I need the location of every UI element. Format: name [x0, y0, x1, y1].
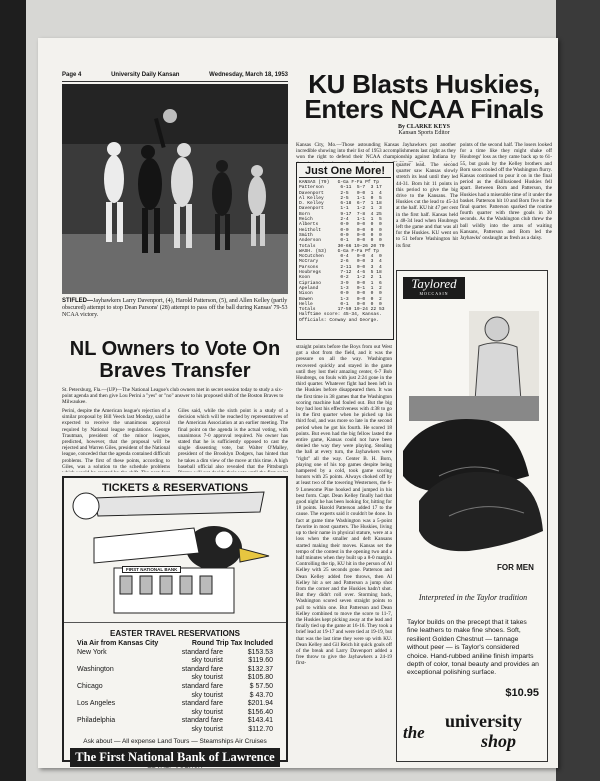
box-score-line: Parsons 2-11 0-0 3 4 — [299, 264, 382, 270]
box-score-line: Apeland 1-3 0-1 1 2 — [299, 285, 382, 291]
fare-row — [77, 692, 273, 701]
travel-ad — [62, 476, 288, 765]
fare-table — [77, 640, 273, 735]
nl-lead: St. Petersburg, Fla.—(UP)—The National League's club owners met in secret session today to study a six-point agenda and then give Lou Perini a "yes" or "no" answer to his proposed shift of the Boston Braves to Milwaukee. — [62, 387, 284, 406]
fare-city — [77, 674, 141, 683]
brand-sub: MOCCASIN — [419, 291, 449, 296]
fare-price: $156.40 — [247, 708, 273, 716]
fare-price: $119.60 — [248, 657, 273, 665]
fare-mode: sky tourist — [191, 657, 223, 665]
caption-text: Jayhawkers Larry Davenport, (4), Harold Patterson, (5), and Allen Kelley (partly obscured) attempt to stop Dean Parsons' (28) attempt to pass off the ball during Kansas' 79-53 NCAA victory. — [62, 298, 288, 318]
agency-label — [64, 767, 286, 768]
box-score-line: WASH. (53) G-Ga F-Fa Pf Tp — [299, 248, 379, 254]
fare-city: Los Angeles — [77, 700, 116, 708]
box-score-title: Just One More! — [299, 165, 391, 178]
main-byline — [296, 124, 552, 136]
travel-ad-art — [64, 478, 286, 623]
fare-price: $201.94 — [247, 700, 273, 708]
fare-mode: sky tourist — [191, 674, 223, 682]
fare-price: $153.53 — [247, 648, 273, 656]
box-score-line: Houbregs 7-12 4-6 5 18 — [299, 270, 382, 276]
binding-edge — [0, 0, 26, 781]
byline-title: Kansan Sports Editor — [398, 130, 450, 136]
fare-mode: sky tourist — [191, 725, 223, 733]
box-score-line: Heitholt 0-0 0-0 0 0 — [299, 227, 382, 233]
fare-row — [77, 717, 273, 726]
box-score-line: Helle 0-1 0-0 0 0 — [299, 301, 382, 307]
tours-line: Ask about — All expense Land Tours — Steamships Air Cruises — [83, 737, 267, 745]
fare-price: $132.37 — [247, 665, 273, 673]
fare-price: $105.80 — [247, 674, 273, 682]
fare-mode: sky tourist — [191, 691, 223, 699]
fare-city — [77, 726, 141, 735]
tagline: Interpreted in the Taylor tradition — [418, 593, 528, 602]
fare-row — [77, 709, 273, 718]
main-col-1: Kansas City, Mo.—Those astounding Kansas Jayhawkers put another incredible showing into their list of 1953 accomplishments last night as they won the right to defend their NCAA championship against Indiana by — [296, 142, 456, 161]
main-col-3: points of the second half. The losers looked for a time like they might shake off Houbregs' loss as they came back up to 61-55, but goals by the Kelley brothers and Born soon cooled off the Washington flurry. Kansas continued to pour it on in the final period as the disillusioned Huskies fell apart. Between Born and Patterson, the Huskies had a miserable time of it under the basket. Patterson hit 10 and Born five in the final quarter. Patterson sparked the routine fourth quarter with three goals in 30 seconds. As the Washington club threw the ball wildly into the arms of waiting Kansans, Patterson and Born led the Jayhawks' onslaught as fresh as a daisy. — [460, 142, 552, 242]
fare-row — [77, 700, 273, 709]
fare-city: New York — [77, 648, 107, 656]
paper-name: University Daily Kansan — [111, 72, 180, 78]
tickets-headline: TICKETS & RESERVATIONS — [102, 482, 249, 494]
box-score-line: Alberts 0-0 0-0 0 0 — [299, 222, 382, 228]
basketball-photo — [62, 84, 288, 294]
fare-mode: standard fare — [181, 648, 223, 656]
issue-date: Wednesday, March 18, 1953 — [209, 72, 288, 78]
fare-city: Chicago — [77, 682, 103, 690]
fare-city: Philadelphia — [77, 717, 116, 725]
fare-price: $143.41 — [247, 717, 273, 725]
folio-line — [62, 72, 288, 82]
fare-mode: sky tourist — [191, 708, 223, 716]
fare-mode: standard fare — [181, 682, 223, 690]
main-col-2: quarter lead. The second quarter saw Kansas slowly stretch its lead until they led 44-31. Born hit 11 points in this period to give the big drive to the Kansans. The Huskies cut the lead to 45-34 at the half. KU hit 47 per cent in the first half. Kansas held a 48-34 lead when Houbregs left the game and that was all for the Huskies. KU went on to 51 before Washington hit its first — [396, 162, 458, 249]
shoe-ad — [396, 270, 548, 762]
taylor-logo — [403, 277, 465, 299]
box-score-line: Davenport 2-5 0-0 1 4 — [299, 190, 382, 196]
nl-headline: NL Owners to Vote On Braves Transfer — [69, 338, 281, 382]
fare-row — [77, 666, 273, 675]
main-headline: KU Blasts Huskies, Enters NCAA Finals — [304, 69, 544, 124]
fare-col-right: Round Trip Tax Included — [191, 640, 273, 647]
box-score-line: Cipriano 3-9 0-0 1 6 — [299, 280, 382, 286]
box-score-line: Officials: Conway and George. — [299, 317, 379, 323]
fare-row — [77, 674, 273, 683]
fare-city — [77, 657, 141, 666]
easter-title: EASTER TRAVEL RESERVATIONS — [110, 629, 240, 638]
box-score-line: Anderson 0-1 0-0 0 0 — [299, 238, 382, 244]
box-score-line: KANSAS (79) G-Ga F-Fa Pf Tp — [299, 180, 379, 185]
scan-right-edge — [556, 0, 600, 781]
box-score-line: Smith 0-0 0-0 0 0 — [299, 232, 382, 238]
shop-university: university — [445, 711, 523, 731]
fare-row — [77, 649, 273, 658]
fare-row — [77, 683, 273, 692]
box-score-line: Al Kelley 2-5 1-1 0 5 — [299, 195, 382, 201]
fare-city: Washington — [77, 665, 114, 673]
for-men-label: FOR MEN — [497, 563, 534, 572]
fare-city — [77, 709, 141, 718]
box-score-line: Reich 2-4 1-1 1 5 — [299, 217, 382, 223]
fare-row — [77, 726, 273, 735]
box-score-line: McCutchen 0-4 0-0 4 0 — [299, 254, 382, 260]
box-score-line: Totals 30-66 19-26 20 79 — [299, 243, 385, 249]
box-score-line: Halftime score: 45-34, Kansas. — [299, 312, 382, 318]
fare-col-left: Via Air from Kansas City — [77, 640, 159, 647]
fare-price: $ 43.70 — [249, 691, 273, 699]
page-number: Page 4 — [62, 72, 82, 78]
caption-lead: STIFLED— — [62, 298, 93, 304]
fare-mode: standard fare — [181, 665, 223, 673]
box-score-line: McCrary 2-6 0-0 3 4 — [299, 259, 382, 265]
fare-city — [77, 692, 141, 701]
shoe-ad-copy: Taylor builds on the precept that it takes fine leathers to make fine shoes. Soft, resilient Golden Chestnut — tannage without peer — is Taylor's considered choice. Hand-rubbed aniline finish imparts depth of color, tonal beauty and provides an exceptional polishing surface. — [407, 619, 539, 677]
nl-column-1: Perini, despite the American league's rejection of a similar proposal by Bill Veeck last Monday, said he expected to receive the unanimous approval required by National league regulations. George Trautman, president of the minor leagues, predicted, however, that the proposal will be rejected and Warren Giles, president of the National league, conceded that the agenda contained difficult problems. The first of these points, according to Giles, was a solution to the schedule problems — [62, 408, 170, 470]
box-score-line: Koon 0-2 1-2 2 1 — [299, 275, 382, 281]
fare-row — [77, 657, 273, 666]
shoe-illustration — [399, 301, 547, 591]
shop-shop: shop — [481, 731, 517, 751]
university-shop-logo — [401, 709, 545, 757]
box-score-line: D. Kelley 6-18 6-7 1 18 — [299, 201, 382, 207]
brand-name: Taylored — [411, 276, 457, 291]
nl-column-2: Giles said, while the sixth point is a study of a decision which will be reached by representatives of the American Association at an earlier meeting. The final point on the agenda is the actual voting, with unanimous 7-0 approval required. No owner has stated that he is sufficiently opposed to cast the single dissenting vote, but Walter O'Malley, president of the Brooklyn Dodgers, has hinted that he takes a dim view of the move at this time. A high baseball official also revealed that the Pittsburgh — [178, 408, 288, 470]
photo-caption — [62, 298, 288, 319]
shoe-price: $10.95 — [505, 687, 539, 699]
box-score-lines — [299, 180, 391, 323]
bank-sign: FIRST NATIONAL BANK — [122, 566, 181, 573]
box-score-line: Davenport 1-1 1-2 1 3 — [299, 206, 382, 212]
fare-mode: standard fare — [181, 700, 223, 708]
shop-the: the — [403, 723, 425, 742]
newspaper-page — [38, 38, 558, 768]
box-score-line: Nixon 0-0 0-0 0 0 — [299, 291, 382, 297]
box-score-line: Totals 17-59 19-24 22 53 — [299, 307, 385, 313]
fare-price: $112.70 — [248, 725, 273, 733]
box-score-line: Born 9-17 7-8 4 25 — [299, 211, 382, 217]
box-score-line: Patterson 6-11 5-7 3 17 — [299, 185, 382, 191]
box-score-line: Bowen 1-3 0-0 0 2 — [299, 296, 382, 302]
byline-name: By CLARKE KEYS — [397, 124, 450, 130]
fare-price: $ 57.50 — [249, 682, 273, 690]
main-col-4: straight points before the Boys from out West got a shot from the field, and it was the pressure on all the way. Washington recovered quickly and stayed in the game until they lost their amazing center, 6-7 Bob Houbregs, on fouls with just 2:24 gone in the third quarter. Whatever fight had been left in the Huskies before disappeared then. It was the first time in 38 games that the Washington scoring machine had fouled out. But the big boy had lost his effectiveness with 4:38 to go in the first quarter when he picked up his third foul, and was more so late in the second period when he got his fourth. He scored 18 points. But even had the big fellow lasted the entire game, Kansas could not have been denied the way they were playing. Stealing the ball at every turn, the Jayhawkers were "right" all the way. Center B. H. Born, playing one of his top games despite being hampered by a cold, took game scoring honors with 25 points. Always choked off by at least two of the towering Westerners, the 6-9 Lonesome Pine hooked and jumped in his best form. Capt. Dean Kelley finally had that good night he has been looking for, hitting for 18 points. Harold Patterson added 17 to the cause. The experts said it couldn't be done. In fact at game time Washington was a 5-point favorite in most quarters. The Huskies, living up to their name in physical stature, were at a loss when the smaller and deft Kansans started making their moves. Kansas set the tempo of the contest in the opening two and a half minutes when they built up a 8-0 margin. Controlling the tip, KU hit in the person of Al Kelley with 25 seconds gone. Patterson and Dean Kelley added free throws, then Al Kelley hit a set and Patterson a jump shot from the corner and the Huskies hadn't shot. But they didn't roll over. Storming back, Washington scored seven straight points to pull to within one. But Patterson and Dean Kelley combined to move the score to 11-7, the Huskies kept picking away at the lead and finally tied up the game at 16-16. They took a brief lead at 19-17 and were tied at 19-19, but that was the last time they were up with KU. Dean Kelley and Gil Reich hit quick goals off of the break and Larry Davenport added a free throw to give the Jayhawkers a 24-19 first- — [296, 344, 392, 667]
fare-mode: standard fare — [181, 717, 223, 725]
box-score — [296, 162, 394, 340]
bank-name: The First National Bank of Lawrence — [70, 748, 280, 767]
